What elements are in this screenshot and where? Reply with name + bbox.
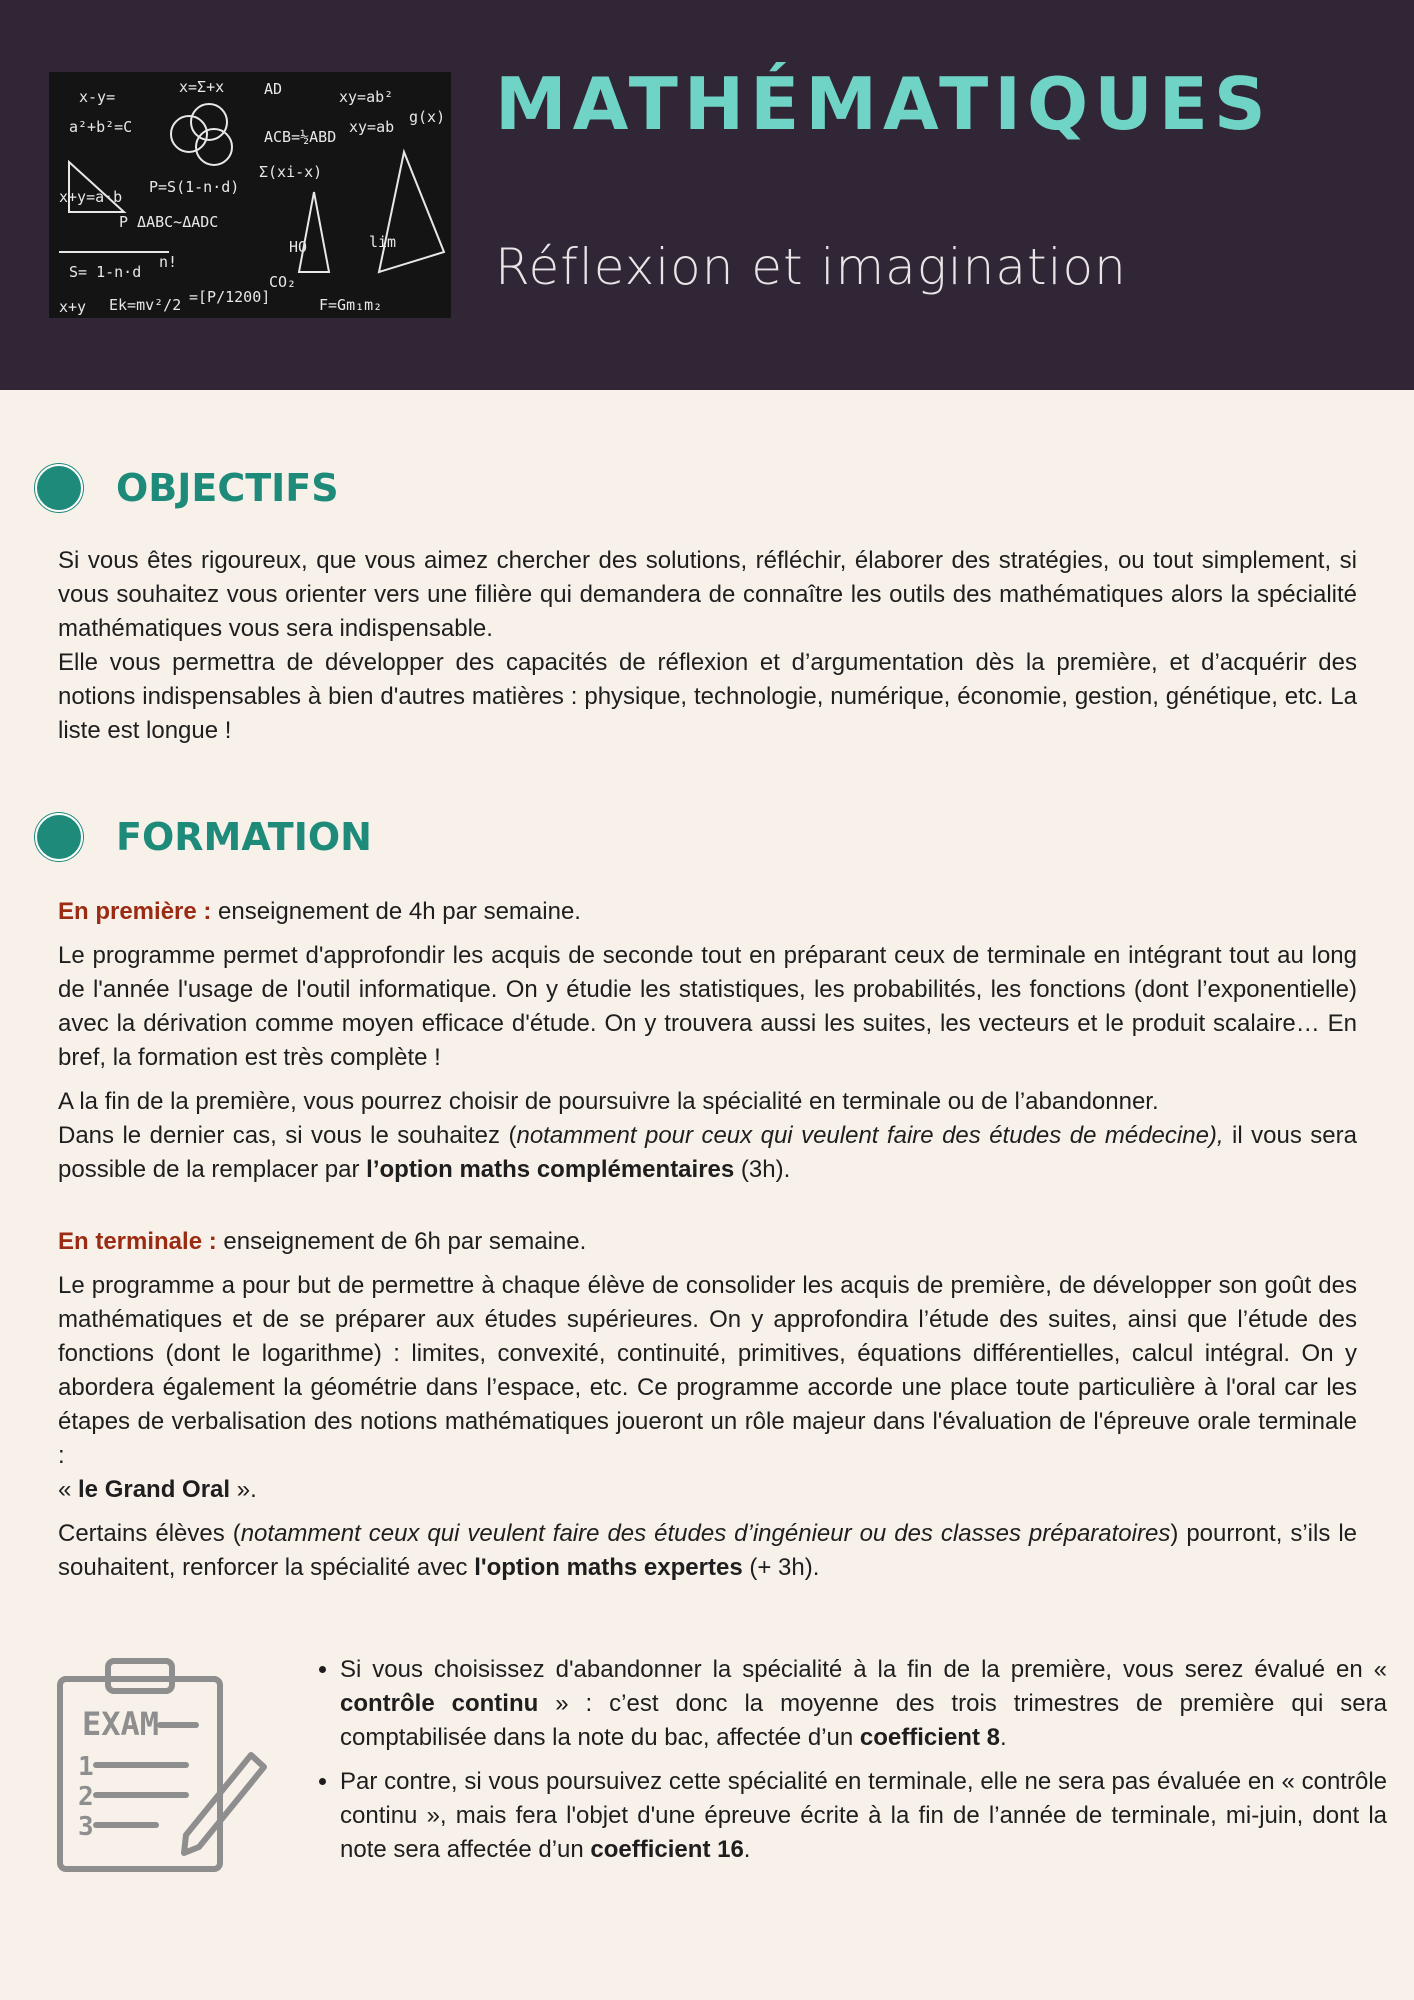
page-header: [0, 0, 1414, 390]
terminale-hours: [58, 1225, 1357, 1259]
coefficient-16: coefficient 16: [590, 1836, 744, 1863]
objectifs-paragraph-1: Si vous êtes rigoureux, que vous aimez chercher des solutions, réfléchir, élaborer des stratégies, ou tout simplement, si vous souhaitez vous orienter vers une filière qui demandera de connaître les outils des mathématiques alors la spécialité mathématiques vous sera indispensable.: [58, 547, 1357, 642]
svg-text:xy=ab²: xy=ab²: [339, 88, 394, 106]
premiere-label: En première :: [58, 898, 212, 925]
exam-clipboard-icon: [56, 1655, 271, 1875]
evaluation-list: [310, 1653, 1387, 1877]
grand-oral-close: ».: [230, 1476, 257, 1503]
option-suffix: (3h).: [734, 1156, 791, 1183]
premiere-hours-text: enseignement de 4h par semaine.: [211, 898, 581, 925]
controle-continu: contrôle continu: [340, 1690, 539, 1717]
svg-text:Ek=mv²/2: Ek=mv²/2: [109, 296, 182, 314]
terminale-block: [58, 1225, 1357, 1585]
terminale-label: En terminale :: [58, 1228, 217, 1255]
svg-text:Σ(xi-x): Σ(xi-x): [259, 163, 323, 181]
objectifs-paragraph-2: Elle vous permettra de développer des capacités de réflexion et d’argumentation dès la première, et d’acquérir des notions indispensables à bien d'autres matières : physique, technologie, numérique, économie, gestion, génétique, etc. La liste est longue !: [58, 649, 1357, 744]
grand-oral-line: [58, 1473, 1357, 1507]
objectifs-section-header: [35, 463, 339, 513]
expert-mid: ) pourront, s’ils le souhaitent, renforcer la spécialité avec: [58, 1520, 1358, 1581]
objectifs-heading: OBJECTIFS: [116, 466, 339, 510]
formation-heading: FORMATION: [116, 815, 372, 859]
svg-text:CO₂: CO₂: [269, 273, 297, 291]
premiere-choice: A la fin de la première, vous pourrez choisir de poursuivre la spécialité en terminale ou de l’abandonner.: [58, 1088, 1159, 1115]
grand-oral: le Grand Oral: [78, 1476, 231, 1503]
svg-text:P ΔABC~ΔADC: P ΔABC~ΔADC: [119, 213, 219, 231]
exam-icon-label: EXAM: [82, 1705, 160, 1743]
chalkboard-formulas-image: [49, 72, 451, 318]
b2-prefix: Par contre, si vous poursuivez cette spécialité en terminale, elle ne sera pas évaluée en « contrôle continu », mais fera l'objet d'une épreuve écrite à la fin de l’année de terminale, mi-juin, dont la note sera affectée d’un: [340, 1768, 1387, 1863]
svg-text:S= 1-n·d: S= 1-n·d: [69, 263, 142, 281]
svg-text:x+y: x+y: [59, 298, 87, 316]
svg-text:x+y=a·b: x+y=a·b: [59, 188, 123, 206]
page-subtitle: Réflexion et imagination: [495, 238, 1127, 296]
option-maths-complementaires: l’option maths complémentaires: [366, 1156, 735, 1183]
section-bullet-icon: [35, 813, 83, 861]
grand-oral-open: «: [58, 1476, 79, 1503]
evaluation-item-abandon: [340, 1653, 1387, 1755]
option-italic: notamment pour ceux qui veulent faire des études de médecine),: [516, 1122, 1224, 1149]
svg-text:HO: HO: [289, 238, 308, 256]
exam-icon-number: 2: [78, 1782, 94, 1812]
svg-text:n!: n!: [159, 253, 178, 271]
expert-prefix: Certains élèves (: [58, 1520, 241, 1547]
page-title: MATHÉMATIQUES: [495, 62, 1272, 146]
objectifs-text: [58, 544, 1357, 748]
terminale-program: Le programme a pour but de permettre à chaque élève de consolider les acquis de première, de développer son goût des mathématiques et de se préparer aux études supérieures. On y approfondira l’étude des suites, ainsi que l’étude des fonctions (dont le logarithme) : limites, convexité, continuité, primitives, équations différentielles, calcul intégral. On y abordera également la géométrie dans l’espace, etc. Ce programme accorde une place toute particulière à l'oral car les étapes de verbalisation des notions mathématiques joueront un rôle majeur dans l'évaluation de l'épreuve orale terminale :: [58, 1272, 1357, 1469]
svg-text:g(x): g(x): [409, 108, 446, 126]
formation-section-header: [35, 812, 372, 862]
svg-text:xy=ab: xy=ab: [349, 118, 395, 136]
premiere-block: [58, 895, 1357, 1187]
expert-italic: notamment ceux qui veulent faire des études d’ingénieur ou des classes préparatoires: [240, 1520, 1171, 1547]
svg-text:F=Gm₁m₂: F=Gm₁m₂: [319, 296, 383, 314]
svg-text:lim: lim: [369, 233, 397, 251]
terminale-expert: [58, 1517, 1357, 1585]
evaluation-item-poursuite: [340, 1765, 1387, 1867]
coefficient-8: coefficient 8: [859, 1724, 1000, 1751]
premiere-option: [58, 1119, 1357, 1187]
terminale-hours-text: enseignement de 6h par semaine.: [216, 1228, 587, 1255]
exam-icon-number: 1: [78, 1752, 94, 1782]
svg-text:AD: AD: [264, 80, 283, 98]
b1-suffix: .: [999, 1724, 1007, 1751]
b2-suffix: .: [743, 1836, 751, 1863]
svg-text:P=S(1-n·d): P=S(1-n·d): [149, 178, 240, 196]
svg-text:ACB=½ABD: ACB=½ABD: [264, 128, 337, 146]
option-prefix: Dans le dernier cas, si vous le souhaitez (: [58, 1122, 517, 1149]
exam-icon-number: 3: [78, 1812, 94, 1842]
premiere-hours: [58, 895, 1357, 929]
svg-text:x-y=: x-y=: [79, 88, 116, 106]
expert-suffix: (+ 3h).: [742, 1554, 820, 1581]
b1-prefix: Si vous choisissez d'abandonner la spécialité à la fin de la première, vous serez évalué en «: [340, 1656, 1387, 1683]
premiere-program: Le programme permet d'approfondir les acquis de seconde tout en préparant ceux de terminale en intégrant tout au long de l'année l'usage de l'outil informatique. On y étudie les statistiques, les probabilités, les fonctions (dont l’exponentielle) avec la dérivation comme moyen efficace d'étude. On y trouvera aussi les suites, les vecteurs et le produit scalaire… En bref, la formation est très complète !: [58, 942, 1357, 1071]
section-bullet-icon: [35, 464, 83, 512]
option-maths-expertes: l'option maths expertes: [474, 1554, 743, 1581]
svg-text:=[P/1200]: =[P/1200]: [189, 288, 271, 306]
b1-mid: » : c’est donc la moyenne des trois trimestres de première qui sera comptabilisée dans la note du bac, affectée d’un: [340, 1690, 1387, 1751]
svg-text:x=Σ+x: x=Σ+x: [179, 78, 225, 96]
svg-text:a²+b²=C: a²+b²=C: [69, 118, 133, 136]
option-mid: il vous sera possible de la remplacer par: [58, 1122, 1357, 1183]
